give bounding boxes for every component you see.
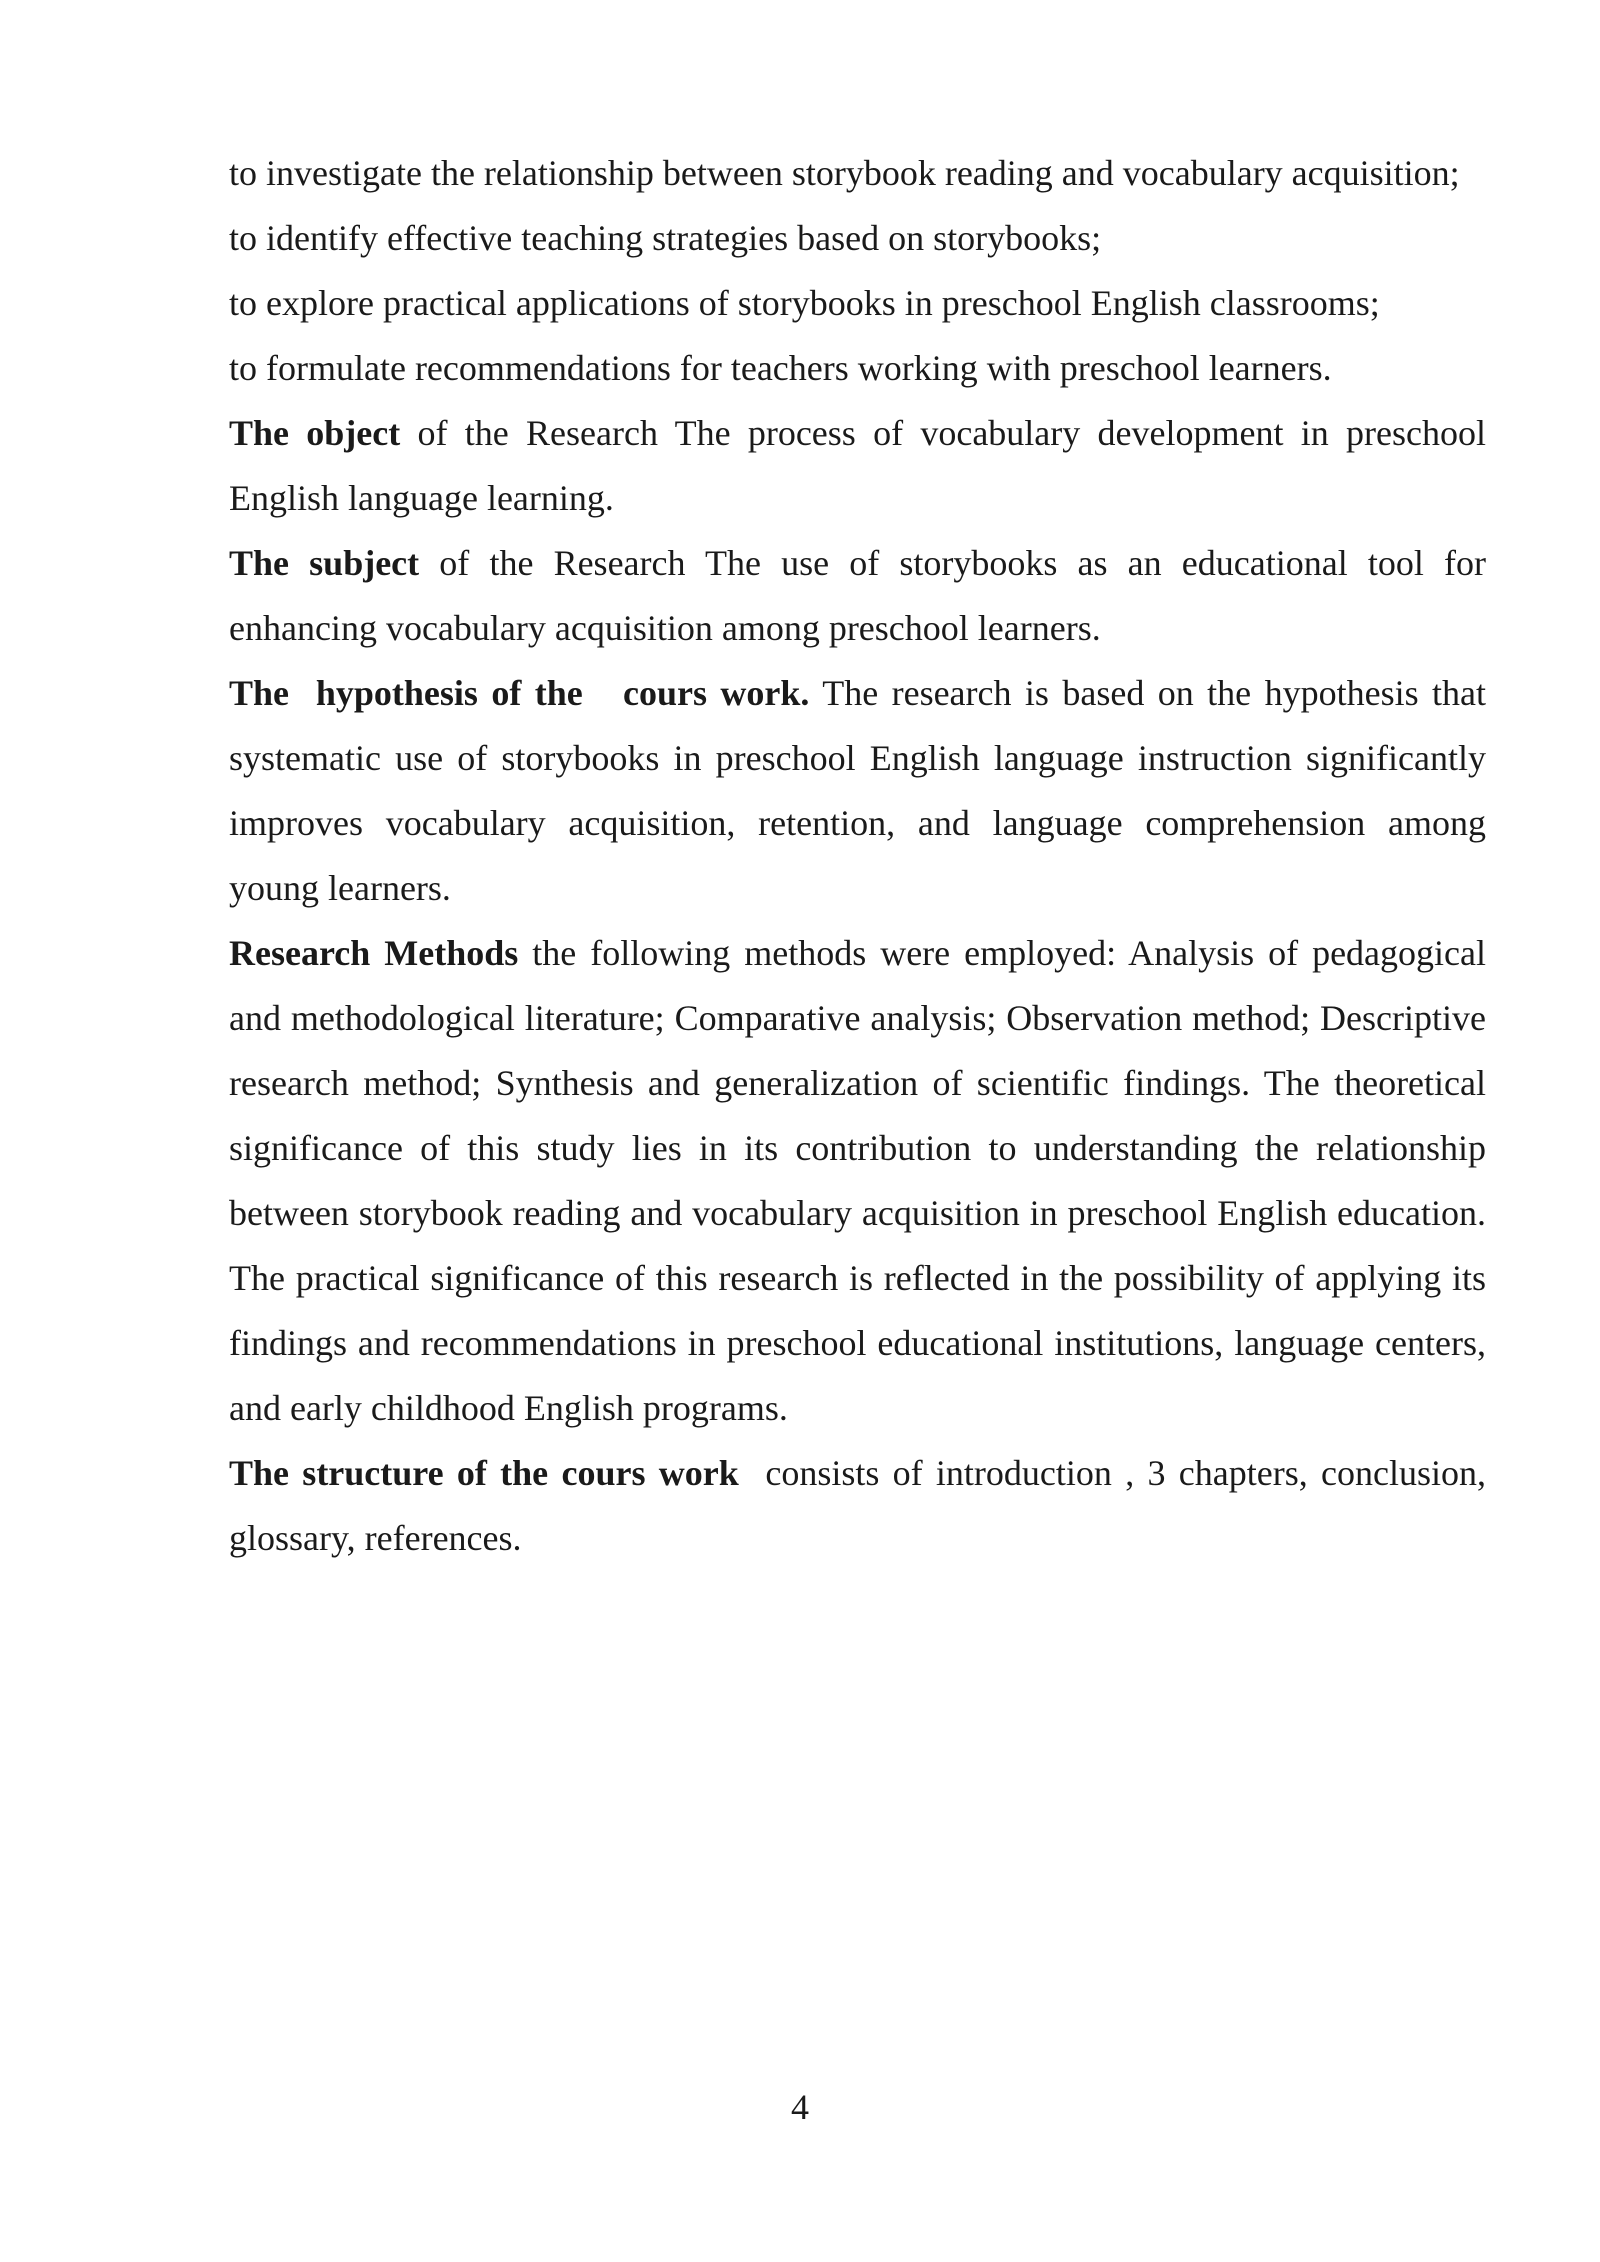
- methods-text: the following methods were employed: Analysis of pedagogical and methodological literature; Comparative analysis; Observation method; Descriptive research method; Synthesis and generalization of scientific findings. The theoretical significance of this study lies in its contribution to understanding the relationship between storybook reading and vocabulary acquisition in preschool English education. The practical significance of this research is reflected in the possibility of applying its findings and recommendations in preschool educational institutions, language centers, and early childhood English programs.: [229, 933, 1486, 1428]
- subject-text: of the Research The use of storybooks as an educational tool for enhancing vocabulary acquisition among preschool learners.: [229, 543, 1486, 648]
- object-text: of the Research The process of vocabulary development in preschool English language learning.: [229, 413, 1486, 518]
- object-label: The object: [229, 413, 401, 453]
- hypothesis-label: The hypothesis of the cours work.: [229, 673, 810, 713]
- page-number: 4: [791, 2087, 809, 2127]
- subject-paragraph: [229, 531, 1486, 661]
- structure-text: consists of introduction , 3 chapters, conclusion, glossary, references.: [229, 1453, 1495, 1558]
- task-item: to investigate the relationship between storybook reading and vocabulary acquisition;: [229, 153, 1460, 193]
- body-text: [229, 141, 1495, 1571]
- methods-label: Research Methods: [229, 933, 519, 973]
- task-item: to formulate recommendations for teachers working with preschool learners.: [229, 348, 1332, 388]
- methods-paragraph: [229, 921, 1486, 1441]
- object-paragraph: [229, 401, 1486, 531]
- structure-paragraph: [229, 1441, 1495, 1571]
- task-item: to explore practical applications of storybooks in preschool English classrooms;: [229, 283, 1380, 323]
- subject-label: The subject: [229, 543, 420, 583]
- structure-label: The structure of the cours work: [229, 1453, 739, 1493]
- task-item: to identify effective teaching strategies based on storybooks;: [229, 218, 1102, 258]
- hypothesis-paragraph: [229, 661, 1486, 921]
- hypothesis-text: The research is based on the hypothesis that systematic use of storybooks in preschool English language instruction significantly improves vocabulary acquisition, retention, and language comprehension among young learners.: [229, 673, 1486, 908]
